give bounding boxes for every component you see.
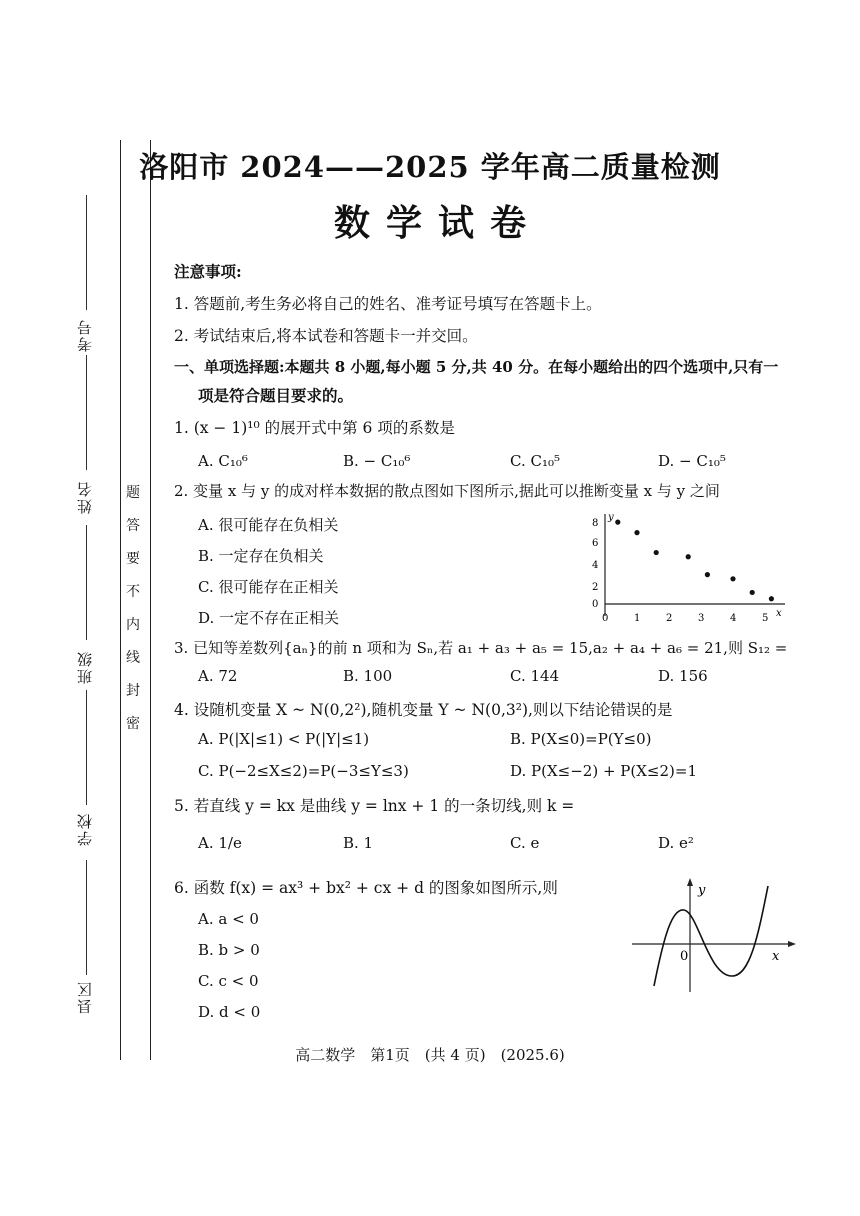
- cubic-y-arrow: [687, 878, 693, 886]
- scatter-point: [686, 554, 691, 559]
- class-label: 班级: [76, 650, 94, 684]
- question-3-stem: 3. 已知等差数列{aₙ}的前 n 项和为 Sₙ,若 a₁ + a₃ + a₅ = 15,a₂ + a₄ + a₆ = 21,则 S₁₂ =: [174, 639, 788, 657]
- notice-item: 2. 考试结束后,将本试卷和答题卡一并交回。: [174, 327, 478, 345]
- scatter-plot: [580, 508, 790, 628]
- scatter-y-tick: 0: [592, 599, 599, 610]
- seal-char: 要: [126, 551, 140, 567]
- section-heading: 一、单项选择题:本题共 8 小题,每小题 5 分,共 40 分。在每小题给出的四个选项中,只有一: [174, 358, 779, 376]
- scatter-y-tick: 8: [592, 518, 599, 529]
- name-label: 姓名: [76, 480, 94, 514]
- seal-char: 密: [126, 716, 140, 732]
- q1-option-d[interactable]: D. − C₁₀⁵: [658, 452, 726, 470]
- scatter-y-tick: 4: [592, 560, 599, 571]
- page-subtitle: 数学试卷: [333, 202, 542, 244]
- q1-option-c[interactable]: C. C₁₀⁵: [510, 452, 560, 470]
- class-blank[interactable]: [86, 525, 87, 640]
- seal-char: 封: [126, 683, 140, 699]
- q2-option-a[interactable]: A. 很可能存在负相关: [198, 516, 339, 534]
- q5-option-b[interactable]: B. 1: [343, 834, 374, 852]
- q4-option-a[interactable]: A. P(|X|≤1) < P(|Y|≤1): [198, 730, 370, 748]
- scatter-point: [750, 590, 755, 595]
- seal-char: 题: [126, 485, 140, 501]
- seal-char: 内: [126, 617, 140, 633]
- scatter-x-axis-label: x: [776, 608, 782, 619]
- q3-option-c[interactable]: C. 144: [510, 667, 560, 685]
- q4-option-b[interactable]: B. P(X≤0)=P(Y≤0): [510, 730, 652, 748]
- name-blank[interactable]: [86, 355, 87, 470]
- district-blank[interactable]: [86, 860, 87, 975]
- scatter-point: [654, 550, 659, 555]
- binding-line-outer: [120, 140, 121, 1060]
- cubic-origin-label: 0: [680, 949, 689, 964]
- q3-option-b[interactable]: B. 100: [343, 667, 393, 685]
- q3-option-a[interactable]: A. 72: [198, 667, 238, 685]
- scatter-x-tick: 3: [698, 613, 705, 624]
- cubic-curve: [654, 886, 768, 986]
- scatter-y-tick: 6: [592, 538, 599, 549]
- q5-option-d[interactable]: D. e²: [658, 834, 694, 852]
- q1-option-b[interactable]: B. − C₁₀⁶: [343, 452, 411, 470]
- exam-number-label: 考号: [76, 318, 94, 352]
- q6-option-a[interactable]: A. a < 0: [198, 910, 259, 928]
- q1-option-a[interactable]: A. C₁₀⁶: [198, 452, 248, 470]
- page-title: 洛阳市 2024——2025 学年高二质量检测: [139, 150, 721, 184]
- district-label: 县区: [76, 980, 94, 1014]
- q5-option-a[interactable]: A. 1/e: [198, 834, 242, 852]
- scatter-x-tick: 1: [634, 613, 641, 624]
- q6-option-d[interactable]: D. d < 0: [198, 1003, 261, 1021]
- q3-option-d[interactable]: D. 156: [658, 667, 708, 685]
- scatter-point: [730, 576, 735, 581]
- cubic-function-graph: [628, 876, 798, 996]
- scatter-x-tick: 2: [666, 613, 673, 624]
- binding-line-inner: [150, 140, 151, 1060]
- q5-option-c[interactable]: C. e: [510, 834, 540, 852]
- notice-heading: 注意事项:: [174, 262, 242, 281]
- cubic-x-arrow: [788, 941, 796, 947]
- q2-option-d[interactable]: D. 一定不存在正相关: [198, 609, 340, 627]
- notice-item: 1. 答题前,考生务必将自己的姓名、准考证号填写在答题卡上。: [174, 295, 602, 313]
- scatter-x-tick: 5: [762, 613, 769, 624]
- question-4-stem: 4. 设随机变量 X ~ N(0,2²),随机变量 Y ~ N(0,3²),则以下结论错误的是: [174, 701, 673, 719]
- school-blank[interactable]: [86, 690, 87, 805]
- question-1-stem: 1. (x − 1)¹⁰ 的展开式中第 6 项的系数是: [174, 419, 455, 437]
- cubic-x-label: x: [772, 949, 780, 964]
- seal-char: 不: [126, 584, 140, 600]
- scatter-x-tick: 4: [730, 613, 737, 624]
- q2-option-b[interactable]: B. 一定存在负相关: [198, 547, 324, 565]
- scatter-x-tick: 0: [602, 613, 609, 624]
- scatter-y-tick: 2: [592, 582, 599, 593]
- question-5-stem: 5. 若直线 y = kx 是曲线 y = lnx + 1 的一条切线,则 k =: [174, 797, 575, 815]
- scatter-y-axis-label: y: [608, 512, 614, 523]
- school-label: 学校: [76, 812, 94, 846]
- q4-option-d[interactable]: D. P(X≤−2) + P(X≤2)=1: [510, 762, 697, 780]
- seal-char: 线: [126, 650, 140, 666]
- question-2-stem: 2. 变量 x 与 y 的成对样本数据的散点图如下图所示,据此可以推断变量 x 与 y 之间: [174, 482, 720, 500]
- q4-option-c[interactable]: C. P(−2≤X≤2)=P(−3≤Y≤3): [198, 762, 409, 780]
- q2-option-c[interactable]: C. 很可能存在正相关: [198, 578, 339, 596]
- q6-option-c[interactable]: C. c < 0: [198, 972, 259, 990]
- question-6-stem: 6. 函数 f(x) = ax³ + bx² + cx + d 的图象如图所示,则: [174, 879, 558, 897]
- seal-char: 答: [126, 518, 140, 534]
- q6-option-b[interactable]: B. b > 0: [198, 941, 260, 959]
- section-heading-cont: 项是符合题目要求的。: [198, 386, 354, 405]
- page-footer: 高二数学 第1页 (共 4 页) (2025.6): [295, 1046, 565, 1064]
- cubic-y-label: y: [698, 883, 706, 898]
- scatter-point: [615, 520, 620, 525]
- scatter-point: [705, 572, 710, 577]
- scatter-point: [634, 530, 639, 535]
- scatter-point: [769, 596, 774, 601]
